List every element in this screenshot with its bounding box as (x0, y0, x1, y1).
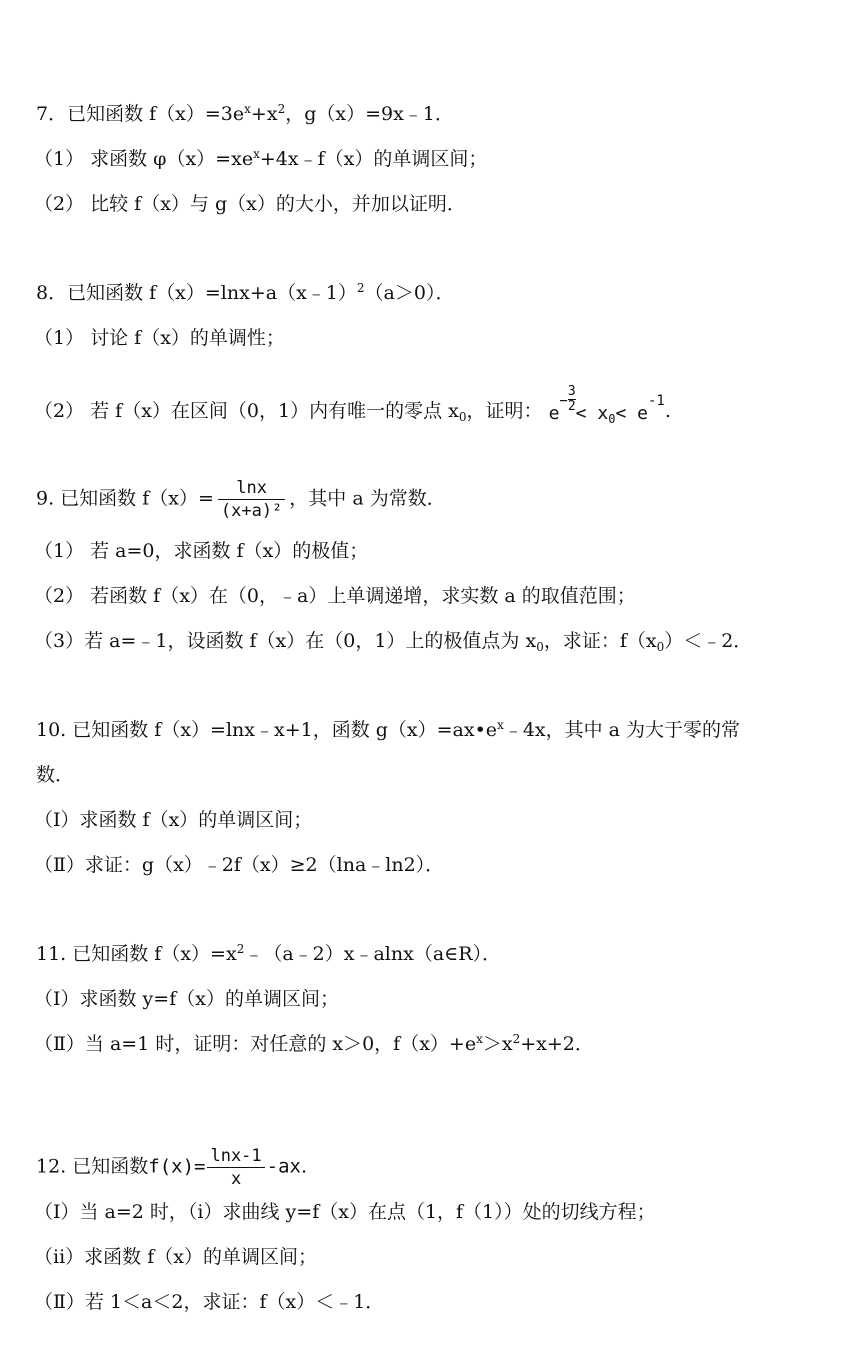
fraction-image: $\frac{\ln x}{\text{(x+a)²}}$ (218, 478, 285, 521)
problem-12-stem: 12. 已知函数f(x)= $\frac{\ln x-1}{x}$ -ax. (36, 1146, 308, 1189)
problem-11-part-2: （Ⅱ）当 a=1 时，证明：对任意的 x＞0，$f(x)+e^x>x^2+x+2$． (34, 1032, 594, 1055)
problem-9-part-3: （3）若 a=﹣1，设函数 f（x）在（0，1）上的极值点为 $x_0$，求证：$f(x_0)<﹣2$． (34, 630, 753, 654)
problem-11-stem: 11. 已知函数 $f(x)=x^2﹣(a﹣2)x﹣alnx(a\in R)$． (36, 942, 502, 965)
problem-12-part-1-ii: （ii）求函数 f（x）的单调区间； (34, 1246, 317, 1268)
problem-9-part-1: （1） 若 a=0，求函数 f（x）的极值； (34, 540, 369, 562)
inequality-formula-image: e− $\frac{3}{2}$ < $x_0< e^{-1}$ (548, 384, 665, 426)
problem-12-part-2: （Ⅱ）若 1＜a＜2，求证：f（x）＜﹣1． (34, 1291, 385, 1313)
problem-7-stem: 7．已知函数 $f(x)=3e^x+x^2$，g（x）=9x﹣1． (36, 102, 454, 125)
problem-7-part-1: （1） 求函数 $\varphi(x)=xe^x+4x﹣f(x)$的单调区间； (34, 147, 488, 170)
problem-11-part-1: （Ⅰ）求函数 y=f（x）的单调区间； (34, 988, 339, 1010)
function-image-tail: -ax (266, 1155, 301, 1178)
function-image-lhs: f(x)= (148, 1155, 206, 1178)
problem-8-part-1: （1） 讨论 f（x）的单调性； (34, 327, 285, 349)
problem-10-part-1: （Ⅰ）求函数 f（x）的单调区间； (34, 809, 313, 831)
problem-8-part-2: （2） 若 f（x）在区间（0，1）内有唯一的零点 $x_0$，证明： e− $\frac{3}{2}$ < $x_0< e^{-1}$. (34, 398, 830, 428)
problem-9-part-2: （2） 若函数 f（x）在（0，﹣a）上单调递增，求实数 a 的取值范围； (34, 585, 636, 607)
fraction-image: $\frac{\ln x-1}{x}$ (207, 1146, 264, 1189)
problem-10-stem: 10. 已知函数 f（x）=lnx﹣x+1，函数 $g(x)=ax•e^x﹣4x$，其中 a 为大于零的常 (36, 718, 741, 741)
problem-12-part-1: （Ⅰ）当 a=2 时，（i）求曲线 y=f（x）在点（1，f（1））处的切线方程； (34, 1201, 656, 1223)
problem-9-stem: 9. 已知函数 f（x）= $\frac{\ln x}{\text{(x+a)²}}$ ，其中 a 为常数． (36, 478, 446, 521)
problem-8-stem: 8．已知函数 f（x）=lnx+a（x﹣1）$^2$（a＞0）． (36, 281, 455, 304)
problem-10-stem-continued: 数． (36, 764, 75, 786)
problem-7-part-2: （2） 比较 f（x）与 g（x）的大小，并加以证明． (34, 193, 466, 215)
problem-10-part-2: （Ⅱ）求证：g（x）﹣2f（x）≥2（lna﹣ln2）． (34, 854, 445, 876)
